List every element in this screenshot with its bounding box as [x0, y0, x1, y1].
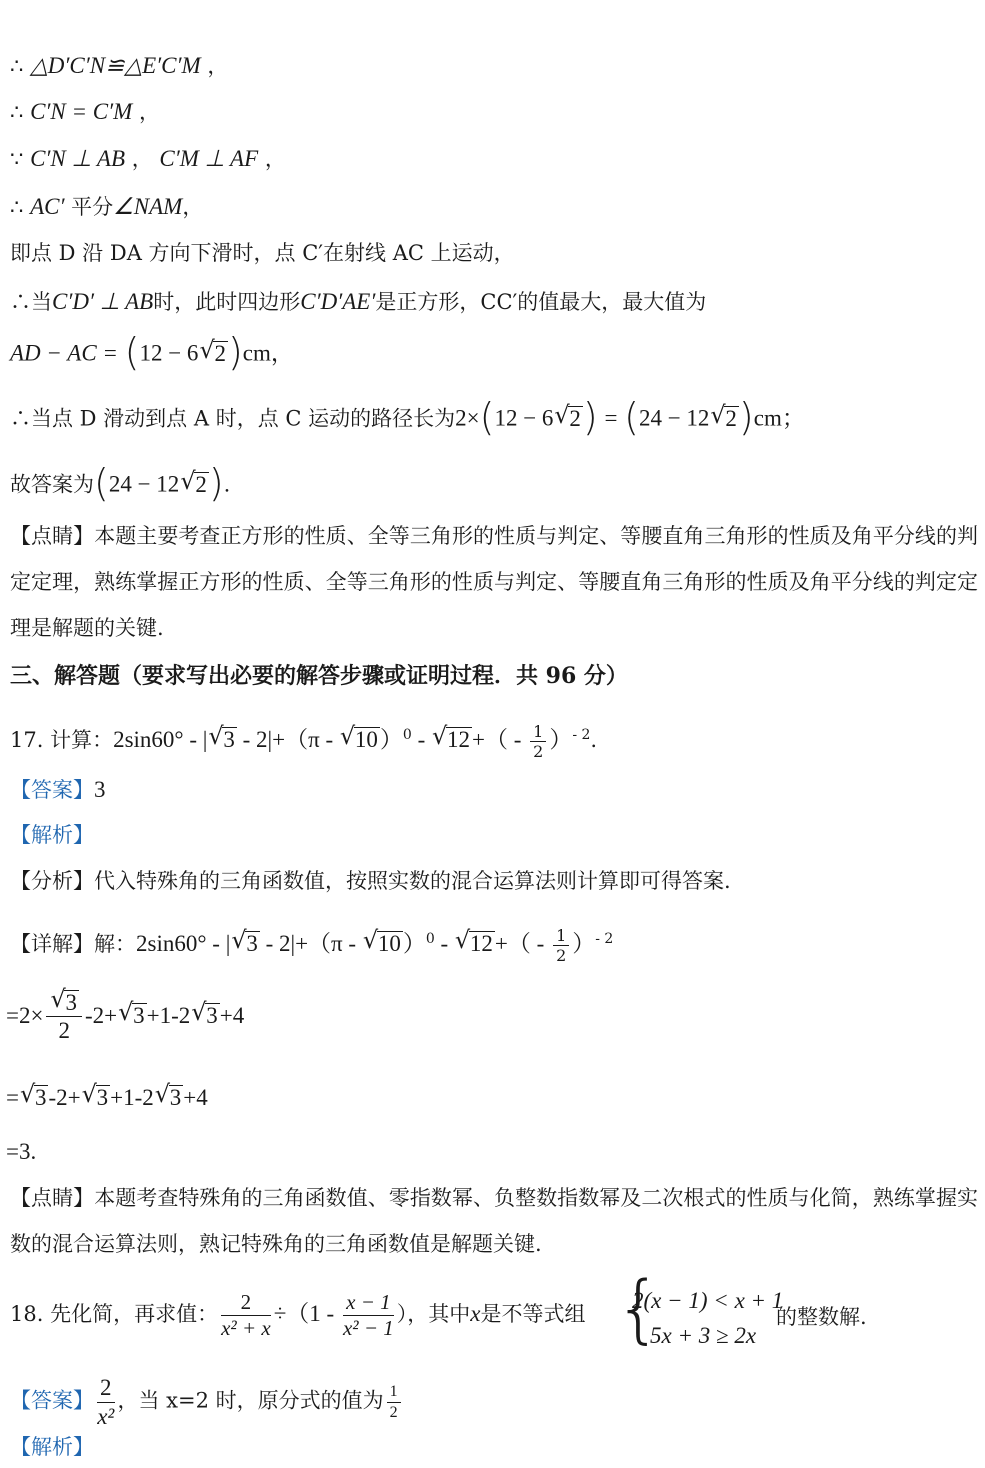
inequality-2: 5x + 3 ≥ 2x — [650, 1322, 757, 1348]
note-tag: 【点睛】 — [10, 524, 95, 548]
proof-line-4 — [10, 195, 203, 218]
fraction-half — [553, 926, 569, 965]
expr: - — [411, 727, 431, 753]
detail-tag: 【详解】 — [10, 932, 94, 957]
note-text: 本题主要考查正方形的性质、全等三角形的性质与判定、等腰直角三角形的性质及角平分线的判定定理，熟练掌握正方形的性质、全等三角形的性质与判定、等腰直角三角形的性质及角平分线的判定定理是解题的关键. — [10, 524, 979, 640]
variable: x — [470, 1301, 481, 1327]
punct: . — [223, 472, 231, 497]
expr: -2+ — [48, 1085, 81, 1110]
paren-close: ) — [208, 461, 224, 505]
paren-open: ( — [94, 461, 109, 505]
q17-detail — [10, 926, 613, 965]
q18-answer — [10, 1374, 404, 1430]
punct: ， — [207, 54, 229, 78]
expr: -2+ — [84, 1002, 118, 1028]
value: 24 − 12 — [638, 405, 710, 431]
denominator: x² − 1 — [342, 1316, 394, 1341]
congruence-statement: △D′C′N≌△E′C′M — [30, 53, 201, 78]
sqrt: √ 2 — [724, 406, 739, 431]
expr: +4 — [183, 1085, 208, 1110]
expr: ÷（1 - — [273, 1301, 340, 1327]
q18-statement — [10, 1266, 980, 1352]
denominator: x² — [97, 1403, 115, 1429]
expr: - 2|+（π - — [236, 727, 339, 753]
proof-line-9 — [10, 461, 231, 505]
sqrt: √ 2 — [568, 406, 583, 431]
note-text: 本题考查特殊角的三角函数值、零指数幂、负整数指数幂及二次根式的性质与化简，熟练掌握实数的混合运算法则，熟记特殊角的三角函数值是解题关键. — [10, 1186, 979, 1256]
sqrt: √ 3 — [205, 1003, 220, 1028]
sqrt: √ 12 — [446, 727, 472, 752]
exponent: 0 — [425, 931, 435, 948]
equality-statement: C′N = C′M — [30, 99, 133, 124]
coef: 2× — [455, 405, 480, 431]
sqrt: √ 10 — [354, 727, 380, 752]
answer-value: 3 — [94, 777, 106, 802]
numerator: 2 — [97, 1374, 115, 1403]
sqrt: √ 3 — [222, 727, 237, 752]
analysis-text: 代入特殊角的三角函数值，按照实数的混合运算法则计算即可得答案. — [94, 869, 731, 893]
punct: ， — [264, 147, 286, 171]
proof-line-6 — [10, 290, 706, 313]
unit: cm， — [242, 340, 294, 366]
text: ∴当 — [10, 290, 52, 314]
sqrt: √ 3 — [169, 1085, 184, 1110]
text: 平分 — [64, 195, 114, 219]
text: 是不等式组 — [480, 1302, 586, 1327]
expr: +（ - — [494, 931, 551, 957]
text: 时，此时四边形 — [153, 290, 301, 314]
punct: ， — [131, 147, 153, 171]
sqrt: √ 2 — [194, 472, 209, 497]
q17-step-2 — [6, 1085, 208, 1110]
expr: ） — [402, 931, 426, 957]
text: 的整数解. — [776, 1305, 867, 1329]
expr: = — [6, 1085, 19, 1110]
expr: - — [434, 931, 454, 957]
proof-line-3 — [10, 147, 286, 170]
q17-note — [10, 1175, 978, 1267]
paren-close: ) — [738, 395, 754, 439]
expr: +1-2 — [146, 1002, 191, 1028]
sqrt: √ 2 — [213, 341, 228, 366]
text: ∴当点 D 滑动到点 A 时，点 C 运动的路径长为 — [10, 406, 456, 431]
expr: =2× — [6, 1002, 44, 1028]
fraction-x1-over-x21 — [343, 1290, 394, 1341]
punct: ， — [182, 195, 204, 219]
expr: 2sin60° - | — [113, 727, 208, 753]
numerator: 2 — [221, 1290, 271, 1316]
q18-number: 18. 先化简，再求值： — [10, 1302, 219, 1327]
perp-condition: C′D′ ⊥ AB — [52, 289, 154, 314]
expr: 2sin60° - | — [136, 931, 231, 957]
text: 是正方形，CC′的值最大，最大值为 — [375, 290, 707, 314]
denominator: x² + x — [221, 1316, 271, 1341]
punct: . — [590, 728, 598, 753]
sqrt: √ 10 — [377, 931, 403, 956]
quadrilateral: C′D′AE′ — [300, 289, 376, 314]
denominator: 2 — [533, 742, 544, 762]
paren-close: ) — [227, 330, 243, 374]
paren-close: ) — [582, 395, 598, 439]
therefore-symbol: ∴ — [10, 195, 24, 219]
value: 12 − 6 — [494, 405, 554, 431]
proof-line-5: 即点 D 沿 DA 方向下滑时，点 C′在射线 AC 上运动， — [10, 241, 515, 265]
q17-statement — [10, 722, 597, 761]
paren-open: ( — [479, 395, 495, 439]
difference-expr: AD − AC = — [10, 340, 118, 366]
inequality-1: 2(x − 1) < x + 1 — [632, 1288, 784, 1313]
unit: cm； — [753, 405, 805, 431]
numerator: 1 — [387, 1382, 401, 1402]
fraction-answer — [97, 1374, 115, 1430]
denominator: 2 — [58, 1018, 70, 1044]
sqrt: √ 12 — [469, 931, 495, 956]
equals: = — [604, 405, 618, 431]
section-title: 三、解答题（要求写出必要的解答步骤或证明过程．共 96 分） — [10, 663, 628, 689]
value: 24 − 12 — [108, 471, 180, 497]
inequality-system — [632, 1284, 783, 1353]
proof-line-7 — [10, 330, 294, 374]
bisector-line: AC′ — [30, 194, 65, 219]
q17-number: 17. 计算： — [10, 728, 114, 753]
expr: - 2|+（π - — [259, 931, 362, 957]
q17-answer — [10, 778, 106, 801]
q17-jiexi-tag: 【解析】 — [10, 823, 94, 847]
q17-step-3: =3. — [6, 1139, 37, 1164]
because-symbol: ∵ — [10, 147, 24, 171]
perp-statement-b: C′M ⊥ AF — [159, 146, 259, 171]
text: ），其中 — [396, 1302, 471, 1327]
fraction-half — [530, 722, 546, 761]
proof-line-1 — [10, 54, 228, 77]
exponent: - 2 — [595, 931, 614, 948]
paren-open: ( — [124, 330, 140, 374]
sqrt: √ 3 — [34, 1085, 49, 1110]
numerator: x − 1 — [343, 1290, 394, 1316]
expr: +4 — [219, 1002, 245, 1028]
sqrt: √ 3 — [96, 1085, 111, 1110]
numerator: 1 — [530, 722, 546, 742]
therefore-symbol: ∴ — [10, 54, 24, 78]
sqrt: √ 3 — [64, 990, 79, 1015]
sqrt: √ 3 — [245, 931, 260, 956]
expr: ） — [549, 727, 573, 753]
denominator: 2 — [556, 946, 567, 966]
expr: ） — [379, 727, 403, 753]
fraction-2-over-x2x — [221, 1290, 271, 1341]
fraction-value — [387, 1382, 401, 1421]
paren-open: ( — [624, 395, 639, 439]
exponent: 0 — [402, 727, 412, 744]
q17-step-1 — [6, 990, 244, 1045]
text: 解： — [94, 932, 136, 957]
note-tag: 【点睛】 — [10, 1186, 95, 1210]
perp-statement-a: C′N ⊥ AB — [30, 146, 125, 171]
denominator: 2 — [389, 1403, 398, 1421]
value: 12 − 6 — [139, 340, 199, 366]
brace: { — [615, 1266, 663, 1352]
answer-tag: 【答案】 — [10, 1388, 94, 1413]
text: ，当 x=2 时，原分式的值为 — [117, 1388, 384, 1413]
analysis-tag: 【分析】 — [10, 869, 94, 893]
note-dianjing-1 — [10, 513, 978, 651]
proof-line-2 — [10, 100, 160, 123]
q18-jiexi-tag: 【解析】 — [10, 1435, 94, 1459]
exponent: - 2 — [572, 727, 591, 744]
therefore-symbol: ∴ — [10, 100, 24, 124]
expr: +（ - — [472, 727, 528, 753]
expr: +1-2 — [110, 1085, 154, 1110]
angle: ∠NAM — [113, 194, 183, 219]
text: 故答案为 — [10, 472, 94, 497]
sqrt: √ 3 — [132, 1003, 147, 1028]
expr: ） — [572, 931, 596, 957]
proof-line-8 — [10, 395, 805, 439]
answer-tag: 【答案】 — [10, 778, 94, 802]
numerator: 1 — [553, 926, 569, 946]
fraction-sqrt3-over-2 — [46, 990, 82, 1045]
q17-analysis — [10, 871, 731, 892]
punct: ， — [139, 100, 161, 124]
